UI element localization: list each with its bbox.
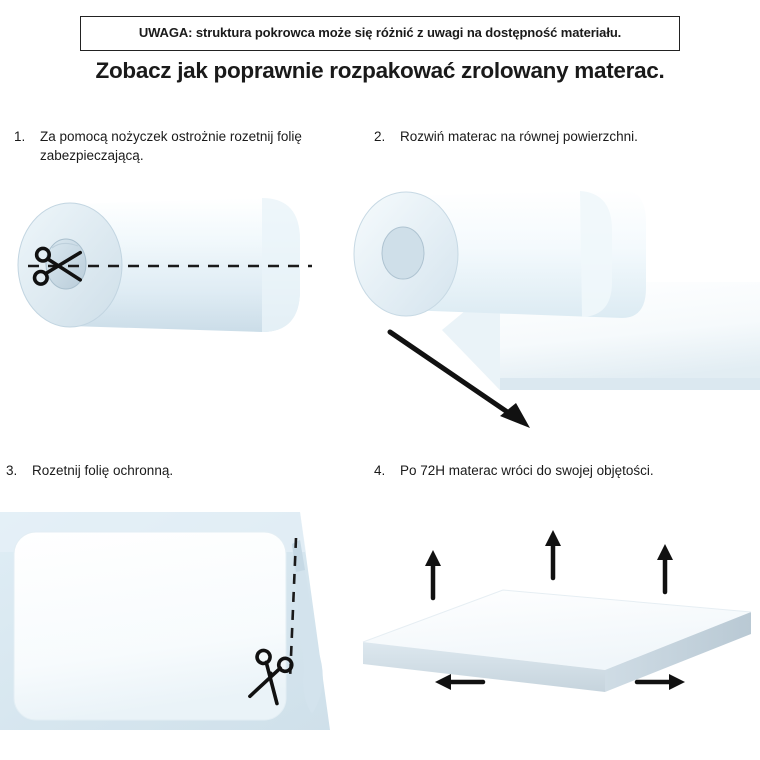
step-3-number: 3. bbox=[6, 463, 18, 478]
step-4-number: 4. bbox=[374, 463, 386, 478]
step-2 bbox=[374, 128, 734, 147]
step-4-illustration bbox=[355, 530, 755, 720]
step-2-text bbox=[374, 128, 734, 147]
notice-banner bbox=[80, 16, 680, 51]
step-4 bbox=[374, 462, 744, 481]
page-title bbox=[0, 58, 760, 84]
mattress-flat bbox=[14, 532, 286, 720]
page-title-text: Zobacz jak poprawnie rozpakować zrolowany materac. bbox=[95, 58, 665, 83]
step-1-label: Za pomocą nożyczek ostrożnie rozetnij folię zabezpieczającą. bbox=[40, 129, 302, 163]
step-3 bbox=[6, 462, 346, 481]
step-1-number: 1. bbox=[14, 129, 26, 144]
step-1-text bbox=[14, 128, 344, 165]
step-2-number: 2. bbox=[374, 129, 386, 144]
step-2-label: Rozwiń materac na równej powierzchni. bbox=[400, 129, 638, 144]
step-3-illustration bbox=[0, 500, 340, 760]
step-1-illustration bbox=[0, 180, 340, 380]
mattress-slab bbox=[363, 590, 751, 692]
step-4-label: Po 72H materac wróci do swojej objętości. bbox=[400, 463, 654, 478]
step-2-illustration bbox=[350, 160, 760, 440]
step-3-text bbox=[6, 462, 346, 481]
step-1 bbox=[14, 128, 344, 165]
step-4-text bbox=[374, 462, 744, 481]
arrow-up-center bbox=[545, 530, 561, 578]
mattress-roll bbox=[354, 190, 646, 318]
step-3-label: Rozetnij folię ochronną. bbox=[32, 463, 174, 478]
arrow-up-left bbox=[425, 550, 441, 598]
arrow-up-right bbox=[657, 544, 673, 592]
notice-text: UWAGA: struktura pokrowca może się różnić z uwagi na dostępność materiału. bbox=[138, 25, 622, 40]
